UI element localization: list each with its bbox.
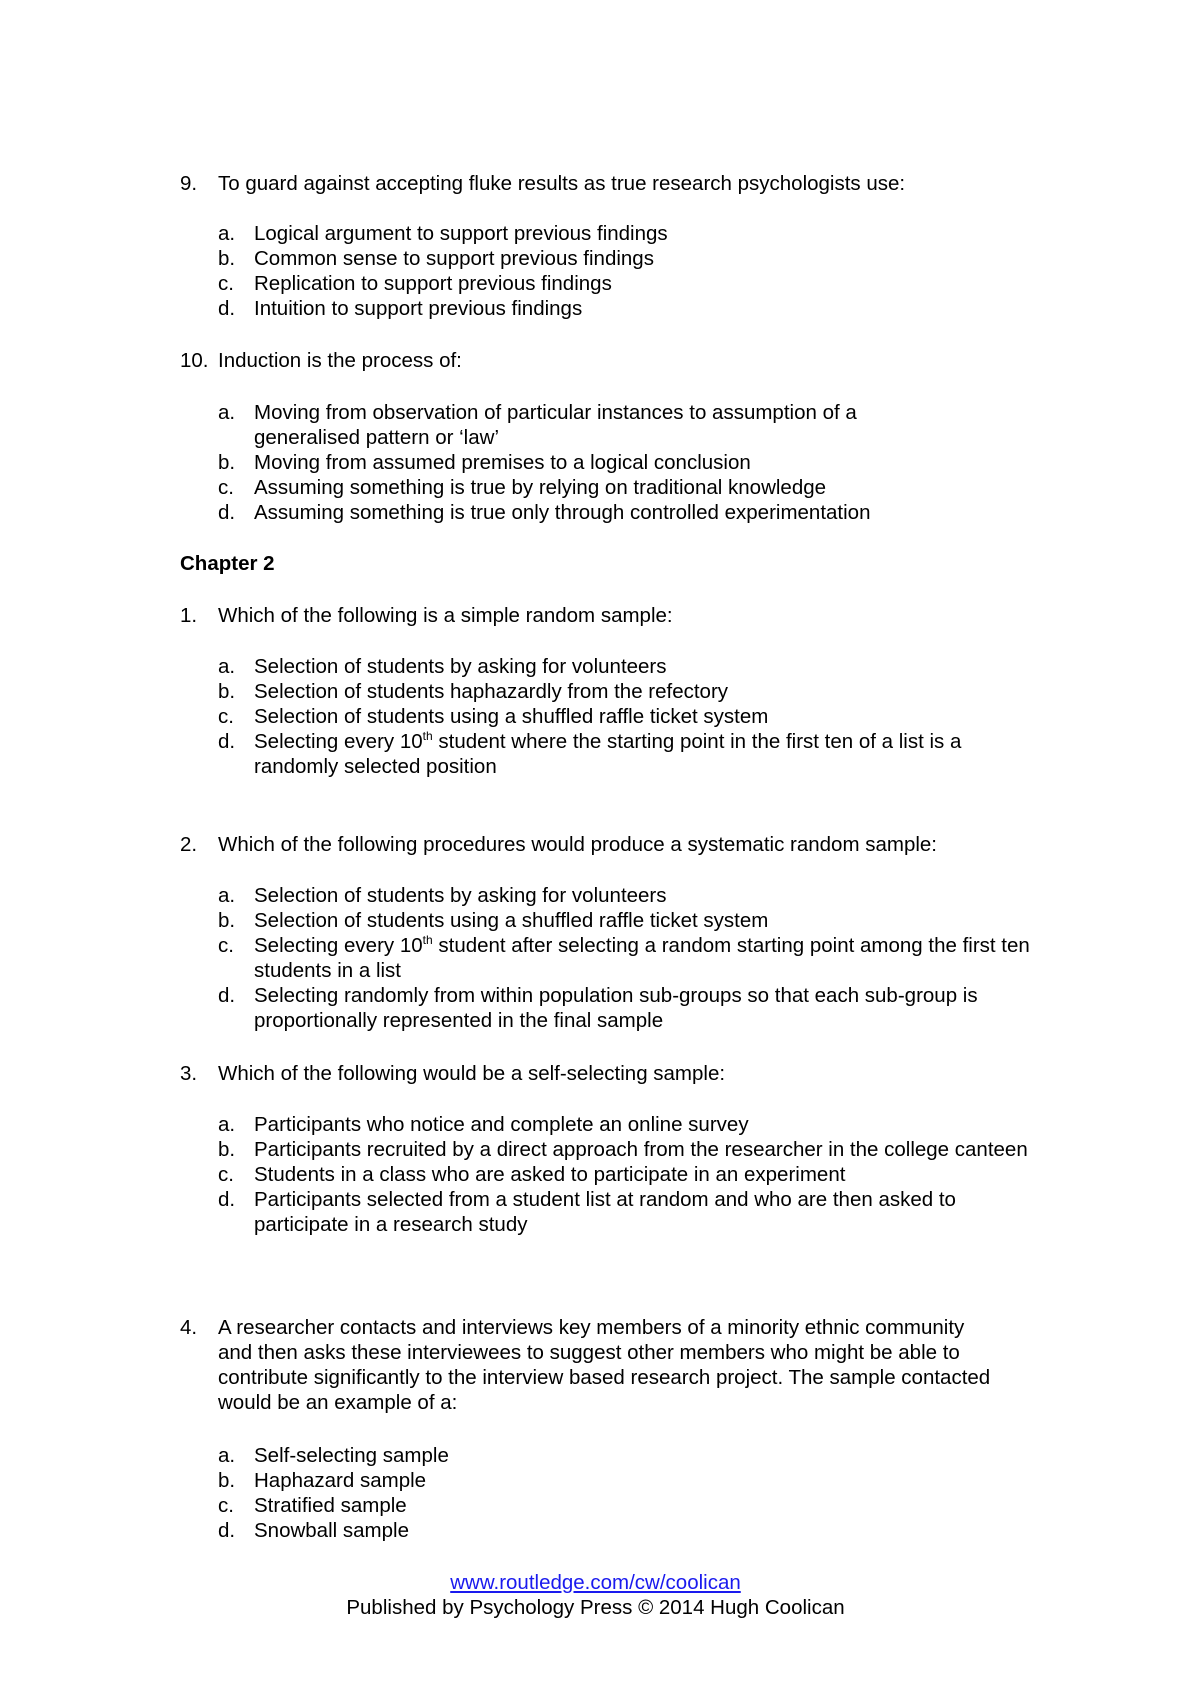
option-c	[218, 475, 1018, 500]
option-b	[218, 246, 1018, 271]
question-3-options	[218, 1112, 1028, 1237]
option-letter: c.	[218, 1494, 234, 1517]
option-letter: a.	[218, 222, 236, 245]
question-1	[180, 603, 1020, 628]
option-a	[218, 400, 944, 450]
question-stem: Which of the following is a simple random sample:	[218, 604, 673, 627]
question-9	[180, 171, 1020, 196]
question-3	[180, 1061, 1020, 1086]
option-text: Participants selected from a student list at random and who are then asked to participate in a research study	[254, 1188, 956, 1236]
option-text: Haphazard sample	[254, 1469, 427, 1492]
option-letter: d.	[218, 297, 236, 320]
option-b	[218, 679, 1018, 704]
question-1-options	[218, 654, 1018, 779]
option-text: Common sense to support previous findings	[254, 247, 654, 270]
question-number: 9.	[180, 172, 198, 195]
question-stem: Which of the following procedures would produce a systematic random sample:	[218, 833, 937, 856]
option-a	[218, 1443, 1018, 1468]
option-d	[218, 296, 1018, 321]
option-text: Moving from assumed premises to a logical conclusion	[254, 451, 751, 474]
option-text: Selection of students haphazardly from the refectory	[254, 680, 729, 703]
footer-link-row	[0, 1570, 1191, 1595]
option-b	[218, 1137, 1044, 1162]
option-b	[218, 450, 1018, 475]
option-text: Assuming something is true by relying on traditional knowledge	[254, 476, 827, 499]
question-number: 10.	[180, 349, 209, 372]
option-text: Moving from observation of particular instances to assumption of a generalised pattern or ‘law’	[254, 401, 857, 449]
option-letter: b.	[218, 451, 236, 474]
option-text	[254, 730, 961, 778]
option-letter: a.	[218, 655, 236, 678]
option-text: Replication to support previous findings	[254, 272, 612, 295]
option-letter: b.	[218, 909, 236, 932]
option-text-part: student after selecting a random starting point among the first ten students in a list	[254, 934, 1030, 982]
option-text: Selection of students using a shuffled raffle ticket system	[254, 705, 769, 728]
option-d	[218, 1518, 1018, 1543]
option-d	[218, 983, 1044, 1033]
option-text: Logical argument to support previous findings	[254, 222, 668, 245]
option-letter: d.	[218, 1519, 236, 1542]
option-c	[218, 933, 1044, 983]
ordinal-superscript: th	[422, 933, 433, 948]
option-letter: c.	[218, 1163, 234, 1186]
option-b	[218, 1468, 1018, 1493]
option-letter: d.	[218, 1188, 236, 1211]
option-letter: a.	[218, 401, 236, 424]
option-letter: b.	[218, 1469, 236, 1492]
option-a	[218, 1112, 1018, 1137]
question-2-options	[218, 883, 1030, 1033]
question-stem: Which of the following would be a self-selecting sample:	[218, 1062, 726, 1085]
option-letter: a.	[218, 884, 236, 907]
question-number: 2.	[180, 833, 198, 856]
option-a	[218, 221, 1018, 246]
chapter-heading: Chapter 2	[180, 552, 275, 575]
option-letter: b.	[218, 247, 236, 270]
option-text: Snowball sample	[254, 1519, 409, 1542]
option-a	[218, 883, 1018, 908]
question-number: 4.	[180, 1316, 198, 1339]
option-text: Selection of students using a shuffled raffle ticket system	[254, 909, 769, 932]
option-text: Participants who notice and complete an online survey	[254, 1113, 749, 1136]
question-4	[180, 1315, 1020, 1415]
question-stem: Induction is the process of:	[218, 349, 462, 372]
option-text: Assuming something is true only through controlled experimentation	[254, 501, 871, 524]
option-text-part: Selecting every 10	[254, 730, 423, 753]
option-text: Selection of students by asking for volunteers	[254, 655, 667, 678]
option-c	[218, 1162, 1018, 1187]
question-number: 3.	[180, 1062, 198, 1085]
question-10-options	[218, 400, 1018, 525]
question-10	[180, 348, 1020, 373]
question-4-options	[218, 1443, 1018, 1543]
option-c	[218, 271, 1018, 296]
option-letter: a.	[218, 1113, 236, 1136]
option-text-part: Selecting every 10	[254, 934, 423, 957]
option-letter: d.	[218, 730, 236, 753]
footer-publisher: Published by Psychology Press © 2014 Hugh Coolican	[346, 1596, 845, 1619]
option-text: Intuition to support previous findings	[254, 297, 583, 320]
option-d	[218, 500, 1018, 525]
option-text	[254, 934, 1030, 982]
option-letter: b.	[218, 1138, 236, 1161]
question-9-options	[218, 221, 1018, 321]
option-c	[218, 1493, 1018, 1518]
option-letter: d.	[218, 984, 236, 1007]
option-b	[218, 908, 1018, 933]
option-text: Selecting randomly from within population sub-groups so that each sub-group is proportionally represented in the final sample	[254, 984, 978, 1032]
question-stem: To guard against accepting fluke results as true research psychologists use:	[218, 172, 906, 195]
ordinal-superscript: th	[422, 729, 433, 744]
option-letter: b.	[218, 680, 236, 703]
footer-link[interactable]: www.routledge.com/cw/coolican	[450, 1571, 741, 1594]
option-c	[218, 704, 1018, 729]
option-d	[218, 729, 1024, 779]
option-d	[218, 1187, 1044, 1237]
option-text-part: student where the starting point in the first ten of a list is a randomly selected position	[254, 730, 962, 778]
option-text: Selection of students by asking for volunteers	[254, 884, 667, 907]
option-letter: c.	[218, 705, 234, 728]
option-a	[218, 654, 1018, 679]
question-stem: A researcher contacts and interviews key members of a minority ethnic community and then asks these interviewees to suggest other members who might be able to contribute significantly to the interview based research project. The sample contacted would be an example of a:	[218, 1316, 991, 1414]
option-text: Stratified sample	[254, 1494, 407, 1517]
question-number: 1.	[180, 604, 198, 627]
option-text: Participants recruited by a direct approach from the researcher in the college canteen	[254, 1138, 1028, 1161]
option-letter: c.	[218, 272, 234, 295]
option-letter: c.	[218, 934, 234, 957]
option-letter: d.	[218, 501, 236, 524]
option-letter: a.	[218, 1444, 236, 1467]
option-letter: c.	[218, 476, 234, 499]
question-2	[180, 832, 1020, 857]
option-text: Self-selecting sample	[254, 1444, 449, 1467]
option-text: Students in a class who are asked to participate in an experiment	[254, 1163, 846, 1186]
